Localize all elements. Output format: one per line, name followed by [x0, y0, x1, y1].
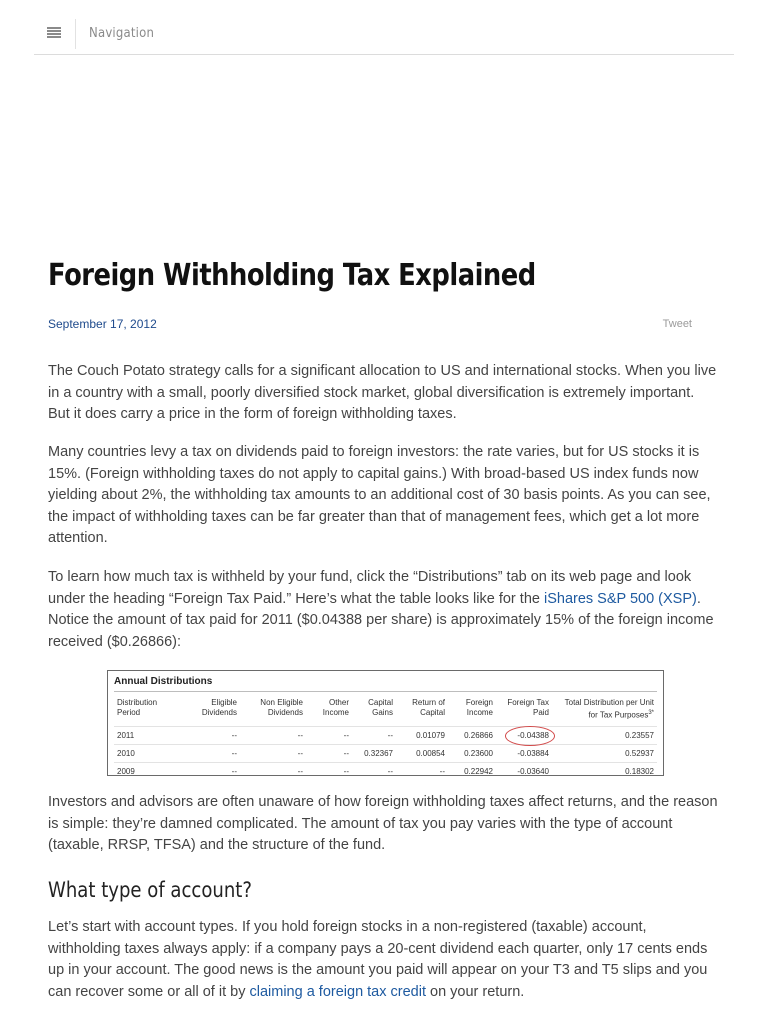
cell: -- — [182, 762, 240, 776]
cell-foreign-tax-highlight: -0.04388 — [496, 726, 552, 744]
article-title: Foreign Withholding Tax Explained — [48, 258, 536, 293]
col-header: Capital Gains — [368, 698, 393, 717]
col-header-text: Total Distribution per Unit for Tax Purposes — [564, 698, 654, 720]
table-row — [114, 762, 657, 776]
cell: -0.03640 — [496, 762, 552, 776]
cell: 2011 — [114, 726, 182, 744]
paragraph-text: Let’s start with account types. If you hold foreign stocks in a non-registered (taxable) account, withholding taxes always apply: if a company pays a 20-cent dividend each quarter, only 17 cents ends up in your account. The good news is the amount you paid will appear on your T3 and T5 slips and you can recover some or all of it by — [48, 919, 708, 1000]
cell: -- — [240, 744, 306, 762]
cell: 0.01079 — [396, 726, 448, 744]
cell: -- — [352, 726, 396, 744]
ishares-xsp-link[interactable]: iShares S&P 500 (XSP) — [543, 590, 697, 607]
cell: 0.23557 — [552, 726, 657, 744]
cell: 0.18302 — [552, 762, 657, 776]
col-header: Eligible Dividends — [201, 698, 237, 717]
paragraph-text: . Notice the amount of tax paid for 2011 ($0.04388 per share) is approximately 15% of the foreign income received ($0.26866): — [48, 590, 714, 650]
cell: -- — [182, 744, 240, 762]
navigation-label[interactable]: Navigation — [89, 26, 155, 41]
cell: 0.00854 — [396, 744, 448, 762]
col-header: Foreign Income — [465, 698, 493, 717]
cell: -- — [306, 744, 352, 762]
table-row — [114, 726, 657, 744]
table-row — [114, 744, 657, 762]
section-heading: What type of account? — [48, 878, 252, 902]
tweet-button[interactable]: Tweet — [662, 318, 692, 330]
col-header: Non Eligible Dividends — [260, 698, 303, 717]
col-header: Distribution Period — [117, 698, 158, 717]
hamburger-menu-icon[interactable] — [47, 27, 61, 39]
table-divider — [114, 691, 657, 692]
cell: 0.52937 — [552, 744, 657, 762]
cell: 2009 — [114, 762, 182, 776]
paragraph-how-to — [48, 567, 718, 653]
paragraph-text: To learn how much tax is withheld by your fund, click the “Distributions” tab on its web page and look under the heading “Foreign Tax Paid.” Here’s what the table looks like for the — [48, 569, 692, 607]
paragraph-complexity: Investors and advisors are often unaware of how foreign withholding taxes affect returns, and the reason is simple: they’re damned complicated. The amount of tax you pay varies with the type of account (taxable, RRSP, TFSA) and the structure of the fund. — [48, 794, 718, 853]
cell: -- — [352, 762, 396, 776]
cell: -- — [306, 762, 352, 776]
cell: -0.03884 — [496, 744, 552, 762]
table-title: Annual Distributions — [114, 676, 213, 687]
top-navigation-bar — [34, 14, 734, 55]
footnote-marker: 3* — [648, 710, 654, 716]
col-header: Other Income — [322, 698, 349, 717]
cell: -- — [396, 762, 448, 776]
paragraph-rates: Many countries levy a tax on dividends paid to foreign investors: the rate varies, but for US stocks it is 15%. (Foreign withholding taxes do not apply to capital gains.) With broad-based US index funds now yielding about 2%, the withholding tax amounts to an additional cost of 30 basis points. As you can see, the impact of withholding taxes can be far greater than that of management fees, which get a lot more attention. — [48, 444, 711, 546]
col-header: Foreign Tax Paid — [507, 698, 549, 717]
distributions-table — [114, 696, 657, 776]
cell: -- — [240, 762, 306, 776]
cell: -- — [182, 726, 240, 744]
foreign-tax-credit-link[interactable]: claiming a foreign tax credit — [249, 983, 426, 1000]
highlight-circle — [505, 726, 555, 746]
col-header: Return of Capital — [412, 698, 445, 717]
paragraph-text: on your return. — [425, 983, 525, 1000]
cell: 0.26866 — [448, 726, 496, 744]
annual-distributions-table-image — [107, 670, 664, 776]
cell: -- — [240, 726, 306, 744]
cell: 0.23600 — [448, 744, 496, 762]
cell: 2010 — [114, 744, 182, 762]
cell: 0.22942 — [448, 762, 496, 776]
cell: -- — [306, 726, 352, 744]
col-header — [552, 696, 657, 726]
paragraph-intro: The Couch Potato strategy calls for a significant allocation to US and international stocks. When you live in a country with a small, poorly diversified stock market, global diversification is extremely important. But it does carry a price in the form of foreign withholding taxes. — [48, 363, 717, 422]
article-date[interactable]: September 17, 2012 — [48, 317, 157, 331]
paragraph-account-types — [48, 917, 718, 1003]
cell: 0.32367 — [352, 744, 396, 762]
nav-divider — [75, 19, 76, 49]
